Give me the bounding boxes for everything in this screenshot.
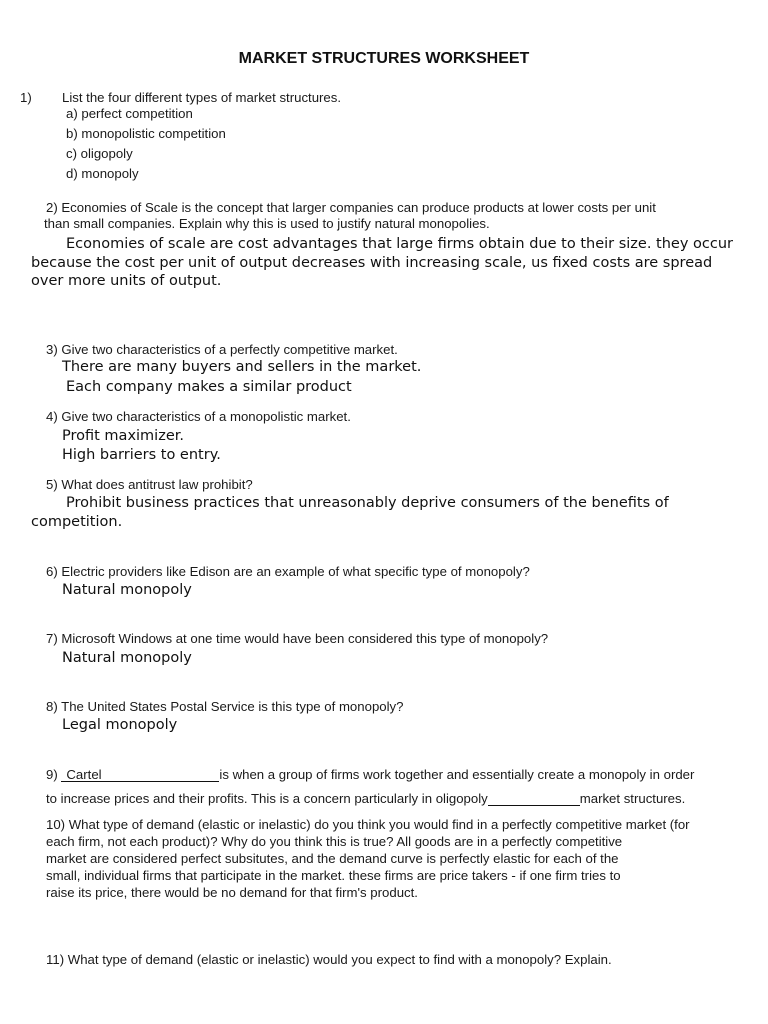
q1-option-c: c) oligopoly bbox=[66, 146, 133, 161]
q10-line3: market are considered perfect subsitutes, and the demand curve is perfectly elastic for each of the bbox=[46, 851, 619, 866]
q2-answer-line2: because the cost per unit of output decreases with increasing scale, us fixed costs are spread bbox=[31, 255, 713, 271]
q8-answer: Legal monopoly bbox=[62, 717, 178, 733]
q8-question: 8) The United States Postal Service is this type of monopoly? bbox=[46, 699, 404, 714]
q1-option-d: d) monopoly bbox=[66, 166, 139, 181]
q7-answer: Natural monopoly bbox=[62, 650, 192, 666]
q3-answer-line2: Each company makes a similar product bbox=[66, 379, 352, 395]
q5-question: 5) What does antitrust law prohibit? bbox=[46, 477, 253, 492]
q2-answer-line3: over more units of output. bbox=[31, 273, 222, 289]
q2-answer-line1: Economies of scale are cost advantages that large firms obtain due to their size. they occur bbox=[66, 236, 733, 252]
q4-answer-line1: Profit maximizer. bbox=[62, 428, 184, 444]
q5-answer-line1: Prohibit business practices that unreasonably deprive consumers of the benefits of bbox=[66, 495, 669, 511]
q4-question: 4) Give two characteristics of a monopolistic market. bbox=[46, 409, 351, 424]
q6-question: 6) Electric providers like Edison are an example of what specific type of monopoly? bbox=[46, 564, 530, 579]
q1-number: 1) bbox=[20, 90, 32, 105]
q9-answer: Cartel bbox=[66, 767, 102, 782]
q9-text: is when a group of firms work together and essentially create a monopoly in order bbox=[219, 767, 695, 782]
q1-option-b: b) monopolistic competition bbox=[66, 126, 226, 141]
q3-question: 3) Give two characteristics of a perfectly competitive market. bbox=[46, 342, 398, 357]
q9-line1 bbox=[46, 767, 694, 782]
q7-question: 7) Microsoft Windows at one time would have been considered this type of monopoly? bbox=[46, 631, 549, 646]
q1-option-a: a) perfect competition bbox=[66, 106, 193, 121]
q10-line5: raise its price, there would be no demand for that firm's product. bbox=[46, 885, 418, 900]
q10-line2: each firm, not each product)? Why do you think this is true? All goods are in a perfectly competitive bbox=[46, 834, 623, 849]
q9-line2-text: to increase prices and their profits. This is a concern particularly in oligopoly bbox=[46, 791, 488, 806]
q10-line4: small, individual firms that participate in the market. these firms are price takers - if one firm tries to bbox=[46, 868, 621, 883]
q10-line1: 10) What type of demand (elastic or inelastic) do you think you would find in a perfectly competitive market (for bbox=[46, 817, 690, 832]
q5-answer-line2: competition. bbox=[31, 514, 123, 530]
q9-line2 bbox=[46, 791, 685, 806]
q9-blank-line2 bbox=[488, 791, 580, 806]
q2-question-line1: 2) Economies of Scale is the concept that larger companies can produce products at lower costs per unit bbox=[46, 200, 656, 215]
page-title: MARKET STRUCTURES WORKSHEET bbox=[238, 50, 530, 67]
q9-blank-answer bbox=[61, 767, 219, 782]
q11-question: 11) What type of demand (elastic or inelastic) would you expect to find with a monopoly? Explain. bbox=[46, 952, 612, 967]
q4-answer-line2: High barriers to entry. bbox=[62, 447, 221, 463]
q6-answer: Natural monopoly bbox=[62, 582, 192, 598]
q9-line2-end: market structures. bbox=[579, 791, 686, 806]
q9-number: 9) bbox=[46, 767, 58, 782]
q3-answer-line1: There are many buyers and sellers in the market. bbox=[62, 359, 422, 375]
q1-question: List the four different types of market structures. bbox=[62, 90, 342, 105]
q2-question-line2: than small companies. Explain why this is used to justify natural monopolies. bbox=[44, 216, 490, 231]
